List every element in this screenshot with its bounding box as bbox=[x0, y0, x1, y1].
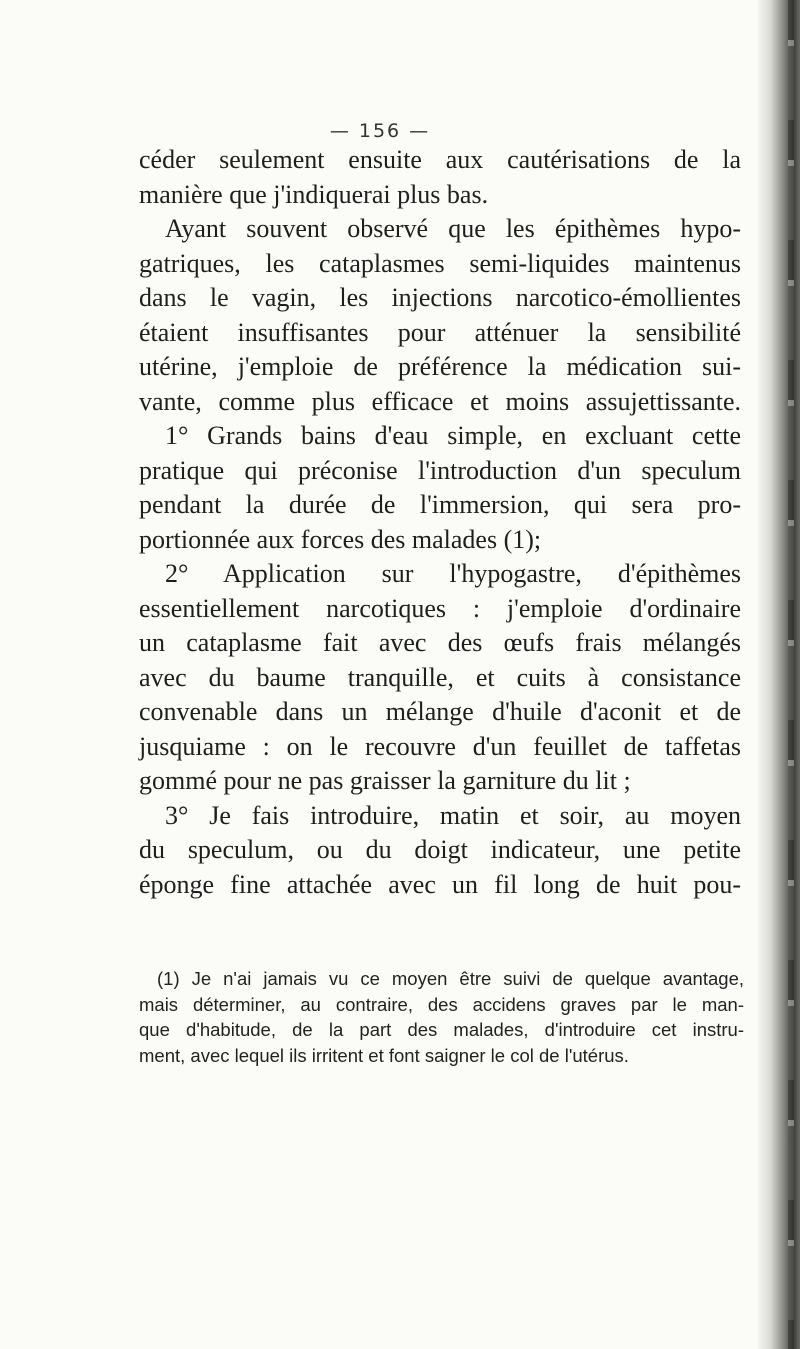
body-line: un cataplasme fait avec des œufs frais mélangés bbox=[139, 628, 741, 657]
footnote bbox=[139, 966, 744, 1068]
body-line: vante, comme plus efficace et moins assujettissante. bbox=[139, 386, 741, 416]
body-line: essentiellement narcotiques : j'emploie d'ordinaire bbox=[139, 593, 741, 623]
page-number-header: — 156 — bbox=[329, 120, 431, 142]
body-line: éponge fine attachée avec un fil long de huit pou- bbox=[139, 869, 741, 899]
body-text bbox=[139, 143, 741, 902]
body-line: gommé pour ne pas graisser la garniture du lit ; bbox=[139, 766, 631, 795]
body-line: manière que j'indiquerai plus bas. bbox=[139, 179, 489, 209]
body-line: gatriques, les cataplasmes semi-liquides maintenus bbox=[139, 248, 741, 278]
body-line: du speculum, ou du doigt indicateur, une petite bbox=[139, 835, 741, 864]
footnote-line: (1) Je n'ai jamais vu ce moyen être suivi de quelque avantage, bbox=[157, 968, 744, 989]
footnote-line: que d'habitude, de la part des malades, d'introduire cet instru- bbox=[139, 1019, 744, 1040]
body-line: dans le vagin, les injections narcotico-émollientes bbox=[139, 283, 741, 312]
body-line: 1° Grands bains d'eau simple, en excluant cette bbox=[165, 421, 741, 450]
body-line: céder seulement ensuite aux cautérisations de la bbox=[139, 145, 741, 174]
body-line: jusquiame : on le recouvre d'un feuillet de taffetas bbox=[139, 731, 741, 761]
body-line: convenable dans un mélange d'huile d'aconit et de bbox=[139, 697, 741, 726]
body-line: 3° Je fais introduire, matin et soir, au moyen bbox=[165, 800, 741, 830]
body-line: pendant la durée de l'immersion, qui sera pro- bbox=[139, 490, 741, 519]
body-line: Ayant souvent observé que les épithèmes hypo- bbox=[165, 214, 741, 243]
body-line: 2° Application sur l'hypogastre, d'épithèmes bbox=[165, 559, 741, 588]
binding-edge bbox=[758, 0, 800, 1349]
body-line: utérine, j'emploie de préférence la médication sui- bbox=[139, 352, 741, 381]
footnote-line: ment, avec lequel ils irritent et font saigner le col de l'utérus. bbox=[139, 1044, 629, 1066]
body-line: avec du baume tranquille, et cuits à consistance bbox=[139, 662, 741, 692]
body-line: pratique qui préconise l'introduction d'un speculum bbox=[139, 455, 741, 485]
footnote-line: mais déterminer, au contraire, des accidens graves par le man- bbox=[139, 993, 744, 1015]
body-line: portionnée aux forces des malades (1); bbox=[139, 524, 542, 554]
body-line: étaient insuffisantes pour atténuer la sensibilité bbox=[139, 317, 741, 347]
